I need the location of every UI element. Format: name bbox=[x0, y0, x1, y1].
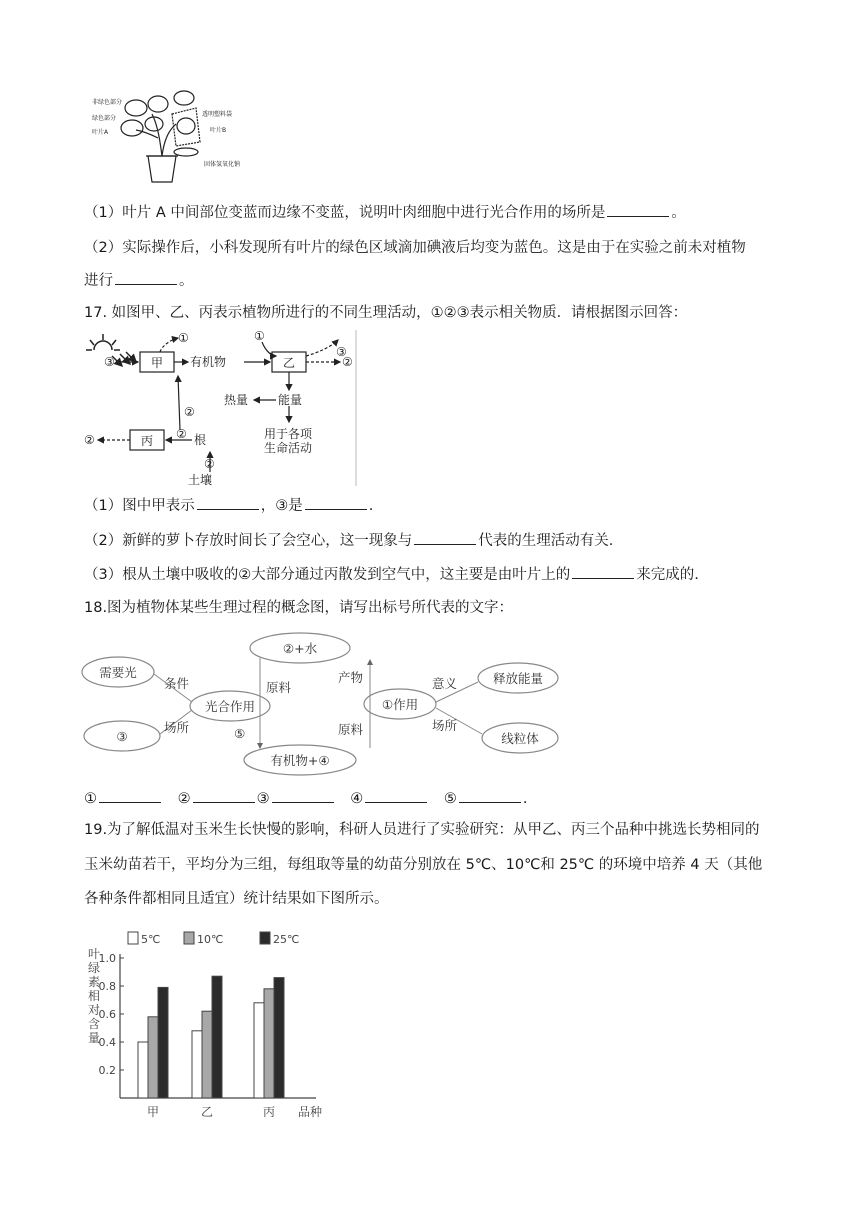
node-top: ②+水 bbox=[282, 641, 318, 656]
answer-blank[interactable] bbox=[115, 270, 177, 285]
answer-blank[interactable] bbox=[193, 788, 255, 803]
legend-swatch bbox=[128, 932, 138, 944]
edge-raw2: 原料 bbox=[338, 722, 364, 737]
q18-answers: ① ② ③ ④ ⑤ . bbox=[84, 788, 527, 809]
answer-blank[interactable] bbox=[272, 788, 334, 803]
circle-1a: ① bbox=[178, 331, 189, 345]
circle-2a: ② bbox=[342, 355, 353, 369]
answer-blank[interactable] bbox=[197, 495, 259, 510]
edge-place: 场所 bbox=[164, 720, 190, 735]
edge-raw1: 原料 bbox=[266, 680, 292, 695]
answer-blank[interactable] bbox=[572, 564, 634, 579]
answer-blank[interactable] bbox=[459, 788, 521, 803]
y-axis-label-char: 相 bbox=[88, 989, 101, 1003]
edge-condition: 条件 bbox=[164, 676, 190, 691]
answer-blank[interactable] bbox=[414, 530, 476, 545]
q17-part2: （2）新鲜的萝卜存放时间长了会空心，这一现象与 代表的生理活动有关. bbox=[84, 530, 613, 551]
edge-product: 产物 bbox=[338, 670, 364, 685]
answer-blank[interactable] bbox=[305, 495, 367, 510]
label-energy: 能量 bbox=[278, 393, 303, 407]
y-axis-label-char: 含 bbox=[88, 1017, 101, 1031]
node-photosynthesis: 光合作用 bbox=[204, 699, 256, 714]
y-tick-label: 0.4 bbox=[98, 1036, 116, 1049]
q18-stem: 18.图为植物体某些生理过程的概念图，请写出标号所代表的文字： bbox=[84, 600, 514, 616]
answer-blank[interactable] bbox=[365, 788, 427, 803]
legend-label: 10℃ bbox=[197, 933, 224, 946]
y-axis-label-char: 绿 bbox=[88, 961, 101, 975]
q16-part1: （1）叶片 A 中间部位变蓝而边缘不变蓝，说明叶肉细胞中进行光合作用的场所是 。 bbox=[84, 202, 686, 223]
bar bbox=[212, 976, 222, 1098]
y-axis-label-char: 对 bbox=[88, 1003, 101, 1017]
label-root: 根 bbox=[194, 433, 207, 447]
label-leaf-a: 叶片A bbox=[92, 129, 109, 136]
node-mitochondria: 线粒体 bbox=[501, 731, 539, 746]
x-category-label: 丙 bbox=[262, 1105, 276, 1119]
x-categories bbox=[147, 1105, 275, 1119]
y-tick-label: 0.6 bbox=[98, 1008, 116, 1021]
legend bbox=[128, 932, 299, 946]
label-naoh: 固体氢氧化钠 bbox=[204, 161, 241, 168]
node-need-light: 需要光 bbox=[99, 665, 137, 680]
bar bbox=[202, 1011, 212, 1098]
node-respiration: ①作用 bbox=[381, 697, 419, 712]
bar bbox=[254, 1003, 264, 1098]
bar bbox=[138, 1042, 148, 1098]
label-life-1: 用于各项 bbox=[264, 427, 313, 441]
chlorophyll-bar-chart bbox=[80, 924, 340, 1120]
q17-stem: 17. 如图甲、乙、丙表示植物所进行的不同生理活动，①②③表示相关物质．请根据图示回答： bbox=[84, 305, 688, 321]
q17-diagram bbox=[80, 326, 360, 490]
q16-part2: （2）实际操作后，小科发现所有叶片的绿色区域滴加碘液后均变为蓝色。这是由于在实验之前未对植物 bbox=[84, 240, 746, 256]
edge-five: ⑤ bbox=[234, 726, 246, 741]
bars bbox=[138, 976, 284, 1098]
x-category-label: 乙 bbox=[200, 1105, 214, 1119]
answer-blank[interactable] bbox=[607, 202, 669, 217]
answer-blank[interactable] bbox=[99, 788, 161, 803]
label-life-2: 生命活动 bbox=[264, 441, 313, 455]
y-tick-label: 0.2 bbox=[98, 1064, 116, 1077]
edge-place2: 场所 bbox=[432, 718, 458, 733]
circle-2b: ② bbox=[184, 405, 195, 419]
box-yi: 乙 bbox=[282, 356, 296, 370]
box-bing: 丙 bbox=[140, 434, 154, 448]
circle-3b: ③ bbox=[336, 345, 347, 359]
plant-experiment-figure bbox=[92, 86, 242, 186]
legend-label: 5℃ bbox=[141, 933, 161, 946]
bar bbox=[148, 1017, 158, 1098]
legend-label: 25℃ bbox=[273, 933, 300, 946]
y-tick-label: 0.8 bbox=[98, 980, 116, 993]
circle-2c: ② bbox=[176, 427, 187, 441]
label-soil: 土壤 bbox=[188, 473, 213, 487]
bar bbox=[158, 987, 168, 1098]
label-non-green: 非绿色部分 bbox=[92, 99, 123, 106]
y-axis-label-char: 叶 bbox=[88, 947, 101, 961]
bar bbox=[264, 989, 274, 1098]
legend-swatch bbox=[184, 932, 194, 944]
y-axis-label-char: 量 bbox=[88, 1031, 101, 1045]
label-organic: 有机物 bbox=[190, 355, 227, 369]
bar bbox=[192, 1031, 202, 1098]
circle-3a: ③ bbox=[104, 355, 115, 369]
legend-swatch bbox=[260, 932, 270, 944]
label-bag: 透明塑料袋 bbox=[202, 111, 233, 118]
node-bottom: 有机物+④ bbox=[270, 753, 330, 768]
q19-line3: 各种条件都相同且适宜）统计结果如下图所示。 bbox=[84, 891, 389, 907]
q16-part2-cont: 进行 。 bbox=[84, 270, 194, 291]
x-axis-label: 品种 bbox=[298, 1105, 323, 1119]
q19-line2: 玉米幼苗若干，平均分为三组，每组取等量的幼苗分别放在 5℃、10℃和 25℃ 的环境中培养 4 天（其他 bbox=[84, 857, 763, 873]
q19-line1: 19.为了解低温对玉米生长快慢的影响，科研人员进行了实验研究：从甲乙、丙三个品种中挑选长势相同的 bbox=[84, 822, 760, 838]
edge-meaning: 意义 bbox=[432, 676, 458, 691]
q18-concept-map bbox=[80, 630, 570, 780]
node-release-energy: 释放能量 bbox=[492, 671, 544, 686]
label-leaf-b: 叶片B bbox=[210, 127, 227, 134]
circle-1b: ① bbox=[254, 329, 265, 343]
y-axis-label-char: 素 bbox=[88, 975, 101, 989]
q17-part3: （3）根从土壤中吸收的②大部分通过丙散发到空气中，这主要是由叶片上的 来完成的. bbox=[84, 564, 699, 585]
box-jia: 甲 bbox=[150, 356, 164, 370]
bar bbox=[274, 978, 284, 1098]
label-heat: 热量 bbox=[224, 393, 249, 407]
circle-2d: ② bbox=[84, 433, 95, 447]
circle-2e: ② bbox=[204, 457, 215, 471]
node-three: ③ bbox=[116, 729, 128, 744]
q17-part1: （1）图中甲表示 ，③是 . bbox=[84, 495, 373, 516]
x-category-label: 甲 bbox=[146, 1105, 160, 1119]
label-green: 绿色部分 bbox=[92, 115, 117, 122]
y-tick-label: 1.0 bbox=[98, 952, 116, 965]
